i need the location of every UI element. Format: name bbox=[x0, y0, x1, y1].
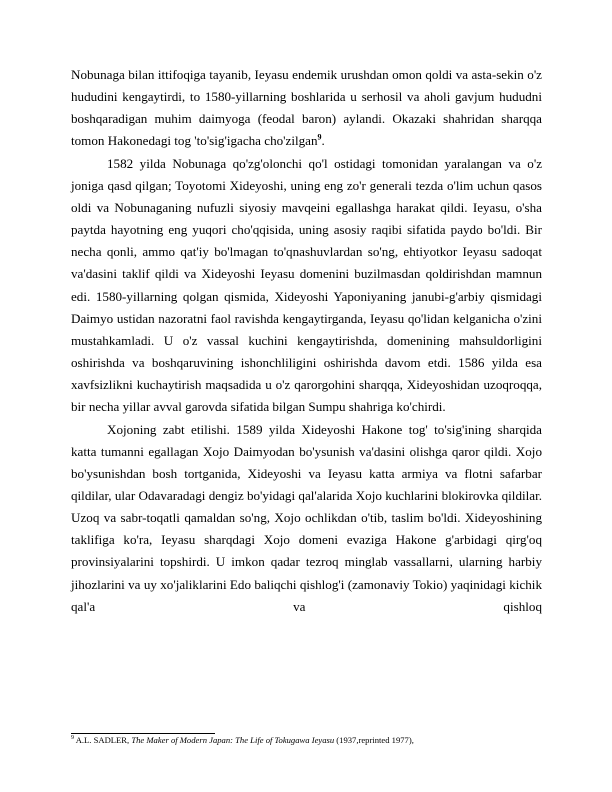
footnote-tail: (1937,reprinted 1977), bbox=[336, 735, 414, 745]
footnote-reference[interactable]: 9 bbox=[317, 133, 322, 143]
footnote-author: A.L. SADLER, bbox=[75, 735, 130, 745]
paragraph-1-text: Nobunaga bilan ittifoqiga tayanib, Ieyasu endemik urushdan omon qoldi va asta-sekin o'z hududini kengaytirdi, to 1580-yillarning boshlarida u serhosil va aholi gavjum hududni boshqaradigan muhim daimyoga (feodal baron) aylandi. Okazaki shahridan sharqqa tomon Hakonedagi tog 'to'sig'igacha cho'zilgan bbox=[71, 67, 542, 149]
paragraph-3: Xojoning zabt etilishi. 1589 yilda Xideyoshi Hakone tog' to'sig'ining sharqida katta tumanni egallagan Xojo Daimyodan bo'ysunish va'dasini olishga qaror qildi. Xojo bo'ysunishdan bosh tortganida, Xideyoshi va Ieyasu katta armiya va flotni safarbar qildilar, ular Odavaradagi dengiz bo'yidagi qal'alarida Xojo kuchlarini blokirovka qildilar. Uzoq va sabr-toqatli qamaldan so'ng, Xojo ochlikdan o'tib, taslim bo'ldi. Xideyoshining taklifiga ko'ra, Ieyasu sharqdagi Xojo domeni evaziga Hakone g'arbidagi qirg'oq provinsiyalarini topshirdi. U imkon qadar tezroq minglab vassallarni, ularning harbiy jihozlarini va uy xo'jaliklarini Edo baliqchi qishlog'i (zamonaviy Tokio) yaqinidagi kichik qal'a va qishloq bbox=[71, 421, 542, 614]
footnote-title: The Maker of Modern Japan: The Life of Tokugawa Ieyasu bbox=[131, 735, 335, 745]
footnote-separator bbox=[71, 733, 215, 734]
paragraph-1-tail: . bbox=[321, 133, 325, 149]
document-page bbox=[71, 64, 542, 618]
paragraph-1 bbox=[71, 64, 542, 153]
paragraph-2: 1582 yilda Nobunaga qo'zg'olonchi qo'l ostidagi tomonidan yaralangan va o'z joniga qasd qilgan; Toyotomi Xideyoshi, uning eng zo'r generali tezda o'lim uchun qasos oldi va Nobunaganing nufuzli siyosiy mavqeini egallashga harakat qildi. Ieyasu, o'sha paytda hayotning eng yuqori cho'qqisida, uning asosiy raqibi sifatida paydo bo'ldi. Bir necha qonli, ammo qat'iy bo'lmagan to'qnashuvlardan so'ng, ehtiyotkor Ieyasu sadoqat va'dasini taklif qildi va Xideyoshi Ieyasu domenini buzilmasdan qoldirishdan mamnun edi. 1580-yillarning qolgan qismida, Xideyoshi Yaponiyaning janubi-g'arbiy qismidagi Daimyo ustidan nazoratni faol ravishda kengaytirganda, Ieyasu qo'lidan kelganicha o'zini mustahkamladi. U o'z vassal kuchini kengaytirishda, domenining mahsuldorligini oshirishda va boshqaruvining ishonchliligini oshirishda davom etdi. 1586 yilda esa xavfsizlikni kuchaytirish maqsadida u o'z qarorgohini sharqqa, Xideyoshidan uzoqroqqa, bir necha yillar avval garovda sifatida bilgan Sumpu shahriga ko'chirdi. bbox=[71, 155, 542, 415]
footnote-number: 9 bbox=[71, 735, 74, 742]
footnote bbox=[71, 735, 542, 746]
